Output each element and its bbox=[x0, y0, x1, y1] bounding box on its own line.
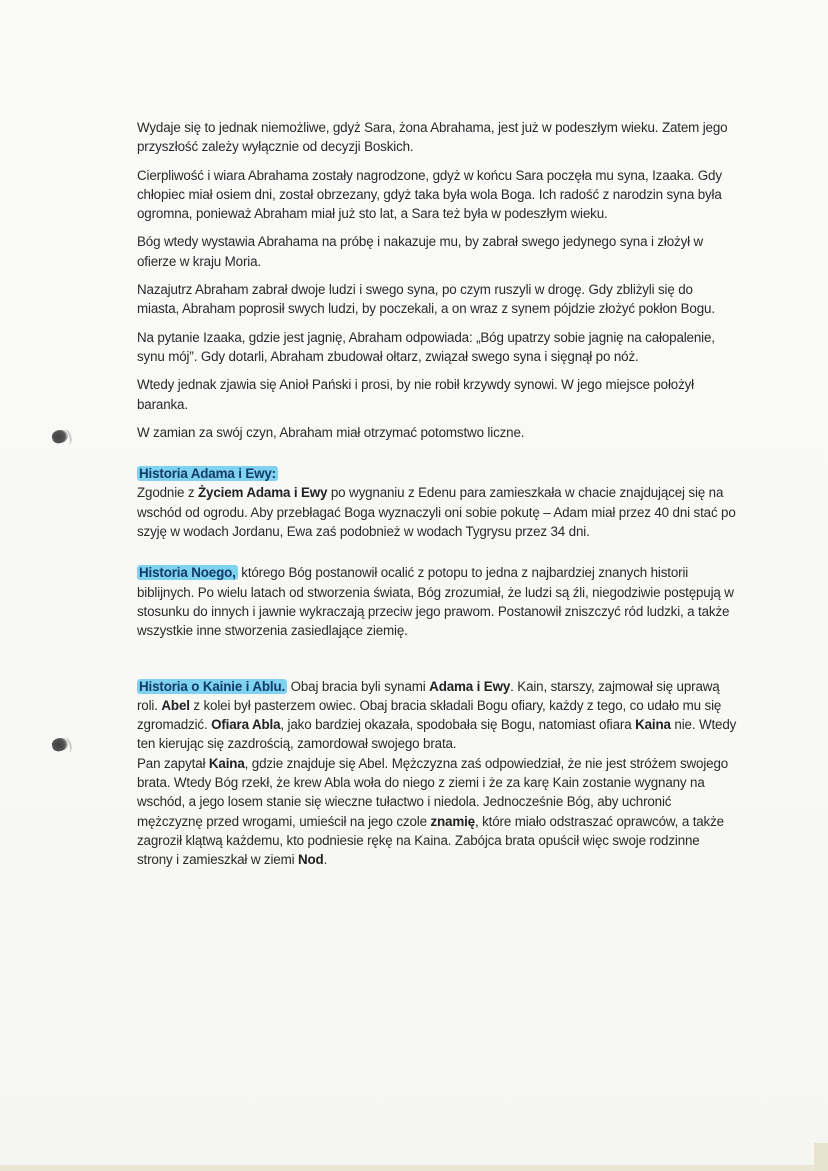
bold-text: Kaina bbox=[208, 755, 245, 771]
text: , gdzie znajduje się Abel. Mężczyzna zaś odpowiedział, że nie jest stróżem swojego brata. Wtedy Bóg rzekł, że krew Abla woła do niego z ziemi i że za karę Kain zostanie wygnany na wschód, a jego losem stanie się wieczne tułactwo i niedola. Jednocześnie Bóg, aby uchronić mężczyznę przed wrogami, umieścił na jego czole bbox=[137, 755, 729, 829]
paragraph-kain-abel-2 bbox=[137, 754, 737, 870]
paragraph-kain-abel-1 bbox=[137, 677, 737, 754]
punch-hole-bottom bbox=[51, 736, 70, 753]
bold-text: Adama i Ewy bbox=[429, 678, 511, 694]
paragraph-abraham-3: Bóg wtedy wystawia Abrahama na próbę i nakazuje mu, by zabrał swego jedynego syna i złożył w ofierze w kraju Moria. bbox=[137, 234, 704, 269]
punch-hole-top bbox=[51, 428, 70, 445]
text: Pan zapytał bbox=[137, 755, 209, 771]
paragraph-abraham-6: Wtedy jednak zjawia się Anioł Pański i prosi, by nie robił krzywdy synowi. W jego miejsce położył baranka. bbox=[137, 377, 695, 412]
paragraph-abraham-2: Cierpliwość i wiara Abrahama zostały nagrodzone, gdyż w końcu Sara poczęła mu syna, Izaaka. Gdy chłopiec miał osiem dni, został obrzezany, gdyż taka była wola Boga. Ich radość z narodzin syna była ogromna, ponieważ Abraham miał już sto lat, a Sara też była w podeszłym wieku. bbox=[137, 167, 722, 222]
page-corner bbox=[814, 1143, 828, 1171]
section-adam-ewa bbox=[137, 464, 737, 541]
page-bottom-edge bbox=[0, 1165, 828, 1171]
paragraph-abraham-5: Na pytanie Izaaka, gdzie jest jagnię, Abraham odpowiada: „Bóg upatrzy sobie jagnię na całopalenie, synu mój”. Gdy dotarli, Abraham zbudował ołtarz, związał swego syna i sięgnął po nóż. bbox=[137, 329, 715, 364]
paragraph-abraham-4: Nazajutrz Abraham zabrał dwoje ludzi i swego syna, po czym ruszyli w drogę. Gdy zbliżyli się do miasta, Abraham poprosił swych ludzi, by poczekali, a on wraz z synem pójdzie złożyć pokłon Bogu. bbox=[137, 282, 715, 317]
bold-text: Kaina bbox=[635, 717, 671, 733]
section-kain-abel bbox=[137, 677, 737, 870]
heading-adam-ewa: Historia Adama i Ewy: bbox=[139, 466, 276, 482]
document-body bbox=[137, 118, 737, 879]
text: z kolei był pasterzem owiec. Obaj bracia składali Bogu ofiary, każdy z tego, co udało mu się zgromadzić. bbox=[137, 697, 722, 733]
text: . Kain, starszy, zajmował się uprawą roli. bbox=[137, 678, 720, 713]
bold-text: Życiem Adama i Ewy bbox=[198, 485, 328, 501]
paragraph-abraham-7: W zamian za swój czyn, Abraham miał otrzymać potomstwo liczne. bbox=[137, 424, 525, 440]
heading-noe: Historia Noego, bbox=[139, 565, 236, 581]
text: nie. Wtedy ten kierując się zazdrością, zamordował swojego brata. bbox=[137, 717, 737, 752]
bold-text: Ofiara Abla bbox=[211, 717, 281, 733]
paragraph-noe: którego Bóg postanowił ocalić z potopu to jedna z najbardziej znanych historii biblijnych. Po wielu latach od stworzenia świata, Bóg zrozumiał, że ludzi są źli, niegodziwie postępują w stosunku do innych i jawnie wykraczają przeciw jego prawom. Postanowił zniszczyć ród ludzki, a także wszystkie inne stworzenia zasiedlające ziemię. bbox=[137, 565, 734, 639]
paragraph-adam-ewa bbox=[137, 483, 737, 541]
section-noe bbox=[137, 563, 737, 640]
paragraph-abraham-1: Wydaje się to jednak niemożliwe, gdyż Sara, żona Abrahama, jest już w podeszłym wieku. Zatem jego przyszłość zależy wyłącznie od decyzji Boskich. bbox=[137, 120, 728, 155]
bold-text: Abel bbox=[161, 697, 190, 713]
heading-kain-abel: Historia o Kainie i Ablu. bbox=[139, 678, 286, 694]
bold-text: Nod bbox=[298, 852, 324, 868]
text: , które miało odstraszać oprawców, a także zagroził klątwą każdemu, kto podniesie rękę na Kaina. Zabójca brata opuścił więc swoje rodzinne strony i zamieszkał w ziemi bbox=[137, 813, 724, 868]
text: . bbox=[323, 852, 328, 868]
text: Obaj bracia byli synami bbox=[287, 678, 430, 694]
text: Zgodnie z bbox=[137, 485, 199, 501]
text: po wygnaniu z Edenu para zamieszkała w chacie znajdującej się na wschód od ogrodu. Aby przebłagać Boga wyznaczyli oni sobie pokutę – Adam miał przez 40 dni stać po szyję w wodach Jordanu, Ewa zaś podobnież w wodach Tygrysu przez 34 dni. bbox=[137, 485, 736, 540]
text: , jako bardziej okazała, spodobała się Bogu, natomiast ofiara bbox=[280, 717, 636, 733]
bold-text: znamię bbox=[430, 813, 475, 829]
